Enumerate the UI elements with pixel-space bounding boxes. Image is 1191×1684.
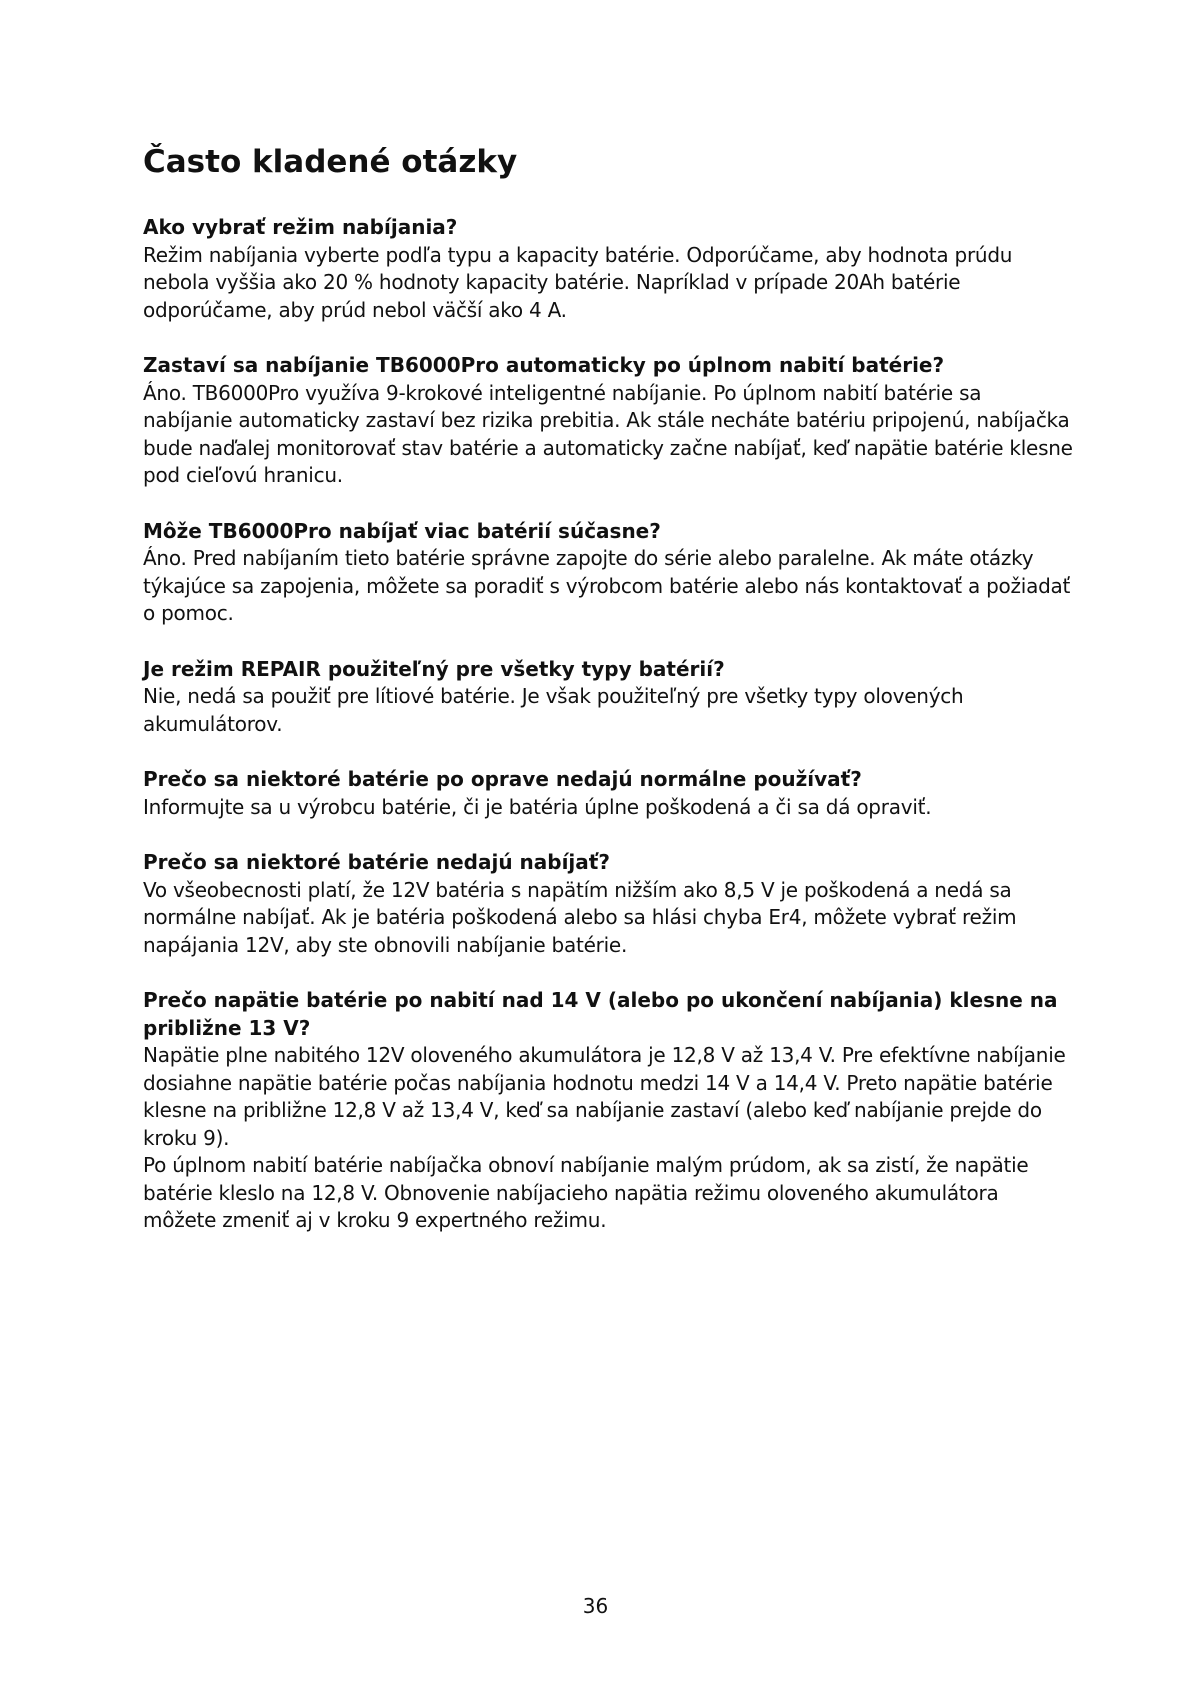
- faq-answer: Vo všeobecnosti platí, že 12V batéria s napätím nižším ako 8,5 V je poškodená a nedá sa normálne nabíjať. Ak je batéria poškodená alebo sa hlási chyba Er4, môžete vybrať režim napájania 12V, aby ste obnovili nabíjanie batérie.: [143, 877, 1017, 957]
- faq-item: [143, 987, 1073, 1235]
- faq-item: [143, 656, 1073, 739]
- faq-question: Prečo sa niektoré batérie po oprave nedajú normálne používať?: [143, 767, 862, 791]
- faq-question: Prečo sa niektoré batérie nedajú nabíjať?: [143, 850, 610, 874]
- faq-answer: Informujte sa u výrobcu batérie, či je batéria úplne poškodená a či sa dá opraviť.: [143, 794, 932, 819]
- faq-answer: Napätie plne nabitého 12V oloveného akumulátora je 12,8 V až 13,4 V. Pre efektívne nabíjanie dosiahne napätie batérie počas nabíjania hodnotu medzi 14 V a 14,4 V. Preto napätie batérie klesne na približne 12,8 V až 13,4 V, keď sa nabíjanie zastaví (alebo keď nabíjanie prejde do kroku 9).: [143, 1043, 1066, 1150]
- page-number: 36: [582, 1594, 609, 1618]
- faq-item: [143, 766, 1073, 821]
- faq-answer: Nie, nedá sa použiť pre lítiové batérie. Je však použiteľný pre všetky typy olovených akumulátorov.: [143, 684, 964, 736]
- faq-item: [143, 849, 1073, 959]
- faq-item: [143, 214, 1073, 324]
- faq-answer: Áno. Pred nabíjaním tieto batérie správne zapojte do série alebo paralelne. Ak máte otázky týkajúce sa zapojenia, môžete sa poradiť s výrobcom batérie alebo nás kontaktovať a požiadať o pomoc.: [143, 546, 1071, 625]
- faq-question: Prečo napätie batérie po nabití nad 14 V (alebo po ukončení nabíjania) klesne na približne 13 V?: [143, 988, 1058, 1040]
- faq-question: Je režim REPAIR použiteľný pre všetky typy batérií?: [143, 656, 725, 681]
- document-page: [143, 140, 1073, 1263]
- faq-question: Zastaví sa nabíjanie TB6000Pro automaticky po úplnom nabití batérie?: [143, 353, 945, 377]
- faq-answer: Áno. TB6000Pro využíva 9-krokové inteligentné nabíjanie. Po úplnom nabití batérie sa nabíjanie automaticky zastaví bez rizika prebitia. Ak stále necháte batériu pripojenú, nabíjačka bude naďalej monitorovať stav batérie a automaticky začne nabíjať, keď napätie batérie klesne pod cieľovú hranicu.: [143, 380, 1073, 487]
- faq-answer: Režim nabíjania vyberte podľa typu a kapacity batérie. Odporúčame, aby hodnota prúdu nebola vyššia ako 20 % hodnoty kapacity batérie. Napríklad v prípade 20Ah batérie odporúčame, aby prúd nebol väčší ako 4 A.: [143, 242, 1013, 322]
- faq-question: Môže TB6000Pro nabíjať viac batérií súčasne?: [143, 518, 661, 543]
- faq-question: Ako vybrať režim nabíjania?: [143, 215, 458, 239]
- page-title: Často kladené otázky: [143, 144, 518, 180]
- faq-item: [143, 352, 1073, 490]
- faq-answer: Po úplnom nabití batérie nabíjačka obnoví nabíjanie malým prúdom, ak sa zistí, že napätie batérie kleslo na 12,8 V. Obnovenie nabíjacieho napätia režimu oloveného akumulátora môžete zmeniť aj v kroku 9 expertného režimu.: [143, 1153, 1029, 1232]
- faq-item: [143, 518, 1073, 628]
